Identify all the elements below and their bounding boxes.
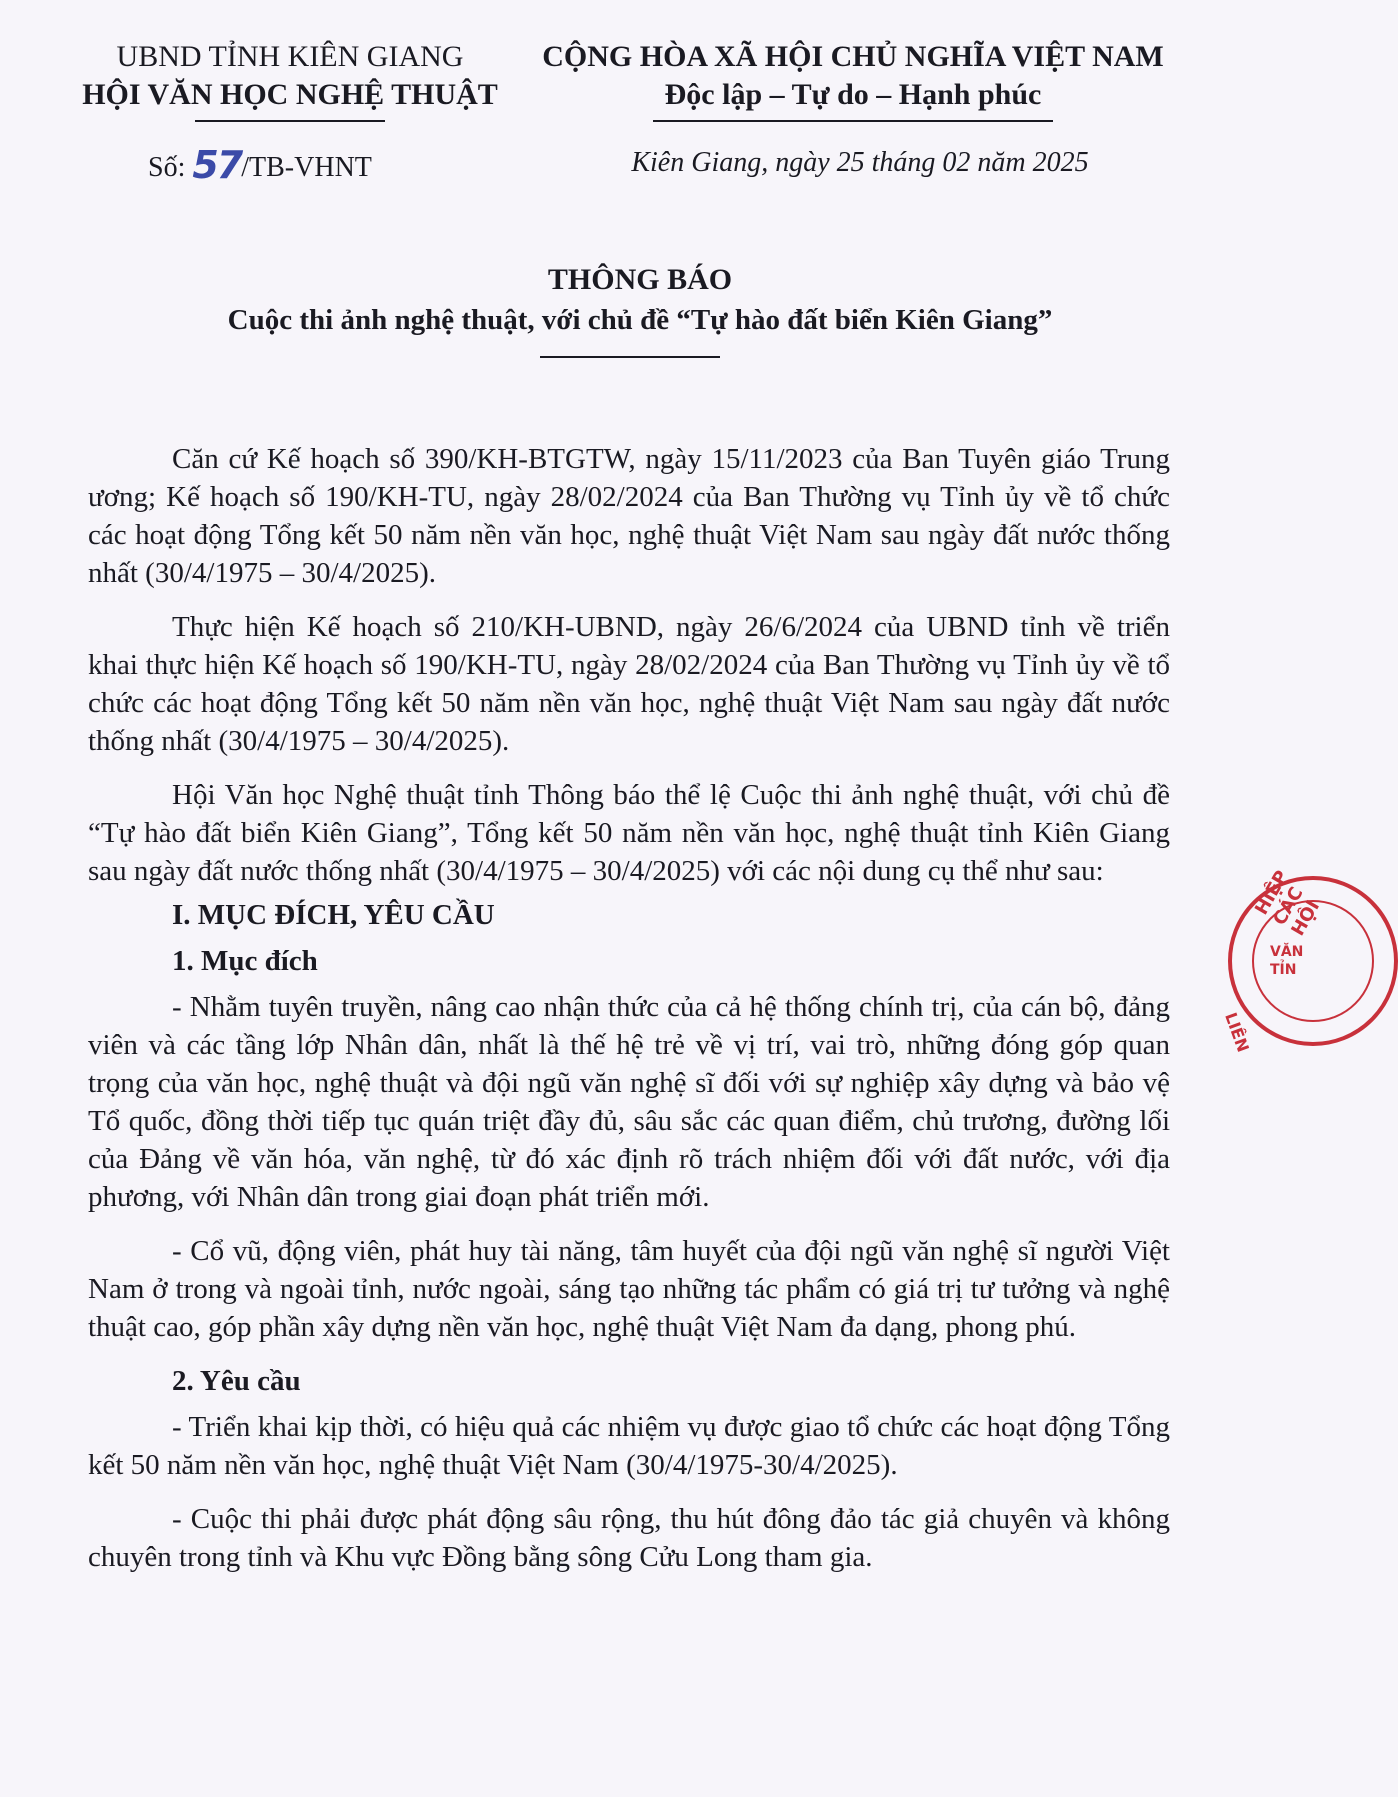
issuer-block (60, 38, 520, 122)
document-title: THÔNG BÁO (547, 263, 733, 296)
issuer-parent: UBND TỈNH KIÊN GIANG (116, 40, 464, 73)
seal-text-side: LIÊN (1221, 1010, 1253, 1055)
paragraph-purpose-1: - Nhằm tuyên truyền, nâng cao nhận thức của cả hệ thống chính trị, của cán bộ, đảng viên và các tầng lớp Nhân dân, nhất là thế hệ trẻ về vị trí, vai trò, những đóng góp quan trọng của văn học, nghệ thuật và đội ngũ văn nghệ sĩ đối với sự nghiệp xây dựng và bảo vệ Tổ quốc, đồng thời tiếp tục quán triệt đầy đủ, sâu sắc các quan điểm, chủ trương, đường lối của Đảng về văn hóa, văn nghệ, từ đó xác định rõ trách nhiệm đối với đất nước, với địa phương, với Nhân dân trong giai đoạn phát triển mới. (88, 991, 1170, 1213)
paragraph-basis-1: Căn cứ Kế hoạch số 390/KH-BTGTW, ngày 15/11/2023 của Ban Tuyên giáo Trung ương; Kế hoạch số 190/KH-TU, ngày 28/02/2024 của Ban Thường vụ Tỉnh ủy về tổ chức các hoạt động Tổng kết 50 năm nền văn học, nghệ thuật Việt Nam sau ngày đất nước thống nhất (30/4/1975 – 30/4/2025). (88, 443, 1170, 589)
document-number (148, 143, 372, 187)
document-subtitle: Cuộc thi ảnh nghệ thuật, với chủ đề “Tự hào đất biển Kiên Giang” (227, 304, 1053, 336)
seal-text-center-label: VĂN TỈN (1270, 944, 1304, 978)
issuer-underline (195, 120, 385, 122)
paragraph-basis-2: Thực hiện Kế hoạch số 210/KH-UBND, ngày 26/6/2024 của UBND tỉnh về triển khai thực hiện Kế hoạch số 190/KH-TU, ngày 28/02/2024 của Ban Thường vụ Tỉnh ủy về tổ chức các hoạt động Tổng kết 50 năm nền văn học, nghệ thuật Việt Nam sau ngày đất nước thống nhất (30/4/1975 – 30/4/2025). (88, 611, 1170, 757)
national-motto: Độc lập – Tự do – Hạnh phúc (664, 78, 1042, 111)
subsection-heading-requirements: 2. Yêu cầu (172, 1365, 301, 1397)
seal-text-center (1270, 943, 1303, 979)
document-date: Kiên Giang, ngày 25 tháng 02 năm 2025 (631, 147, 1089, 178)
paragraph-purpose-2: - Cổ vũ, động viên, phát huy tài năng, tâm huyết của đội ngũ văn nghệ sĩ người Việt Nam ở trong và ngoài tỉnh, nước ngoài, sáng tạo những tác phẩm có giá trị tư tưởng và nghệ thuật cao, góp phần xây dựng nền văn học, nghệ thuật Việt Nam đa dạng, phong phú. (88, 1235, 1170, 1343)
seal-text-top: HIỆP CÁC HỘI (1251, 867, 1325, 940)
doc-number-prefix: Số: (148, 152, 193, 183)
subsection-heading-purpose: 1. Mục đích (172, 945, 318, 977)
title-underline (540, 356, 720, 358)
paragraph-announcement: Hội Văn học Nghệ thuật tỉnh Thông báo thể lệ Cuộc thi ảnh nghệ thuật, với chủ đề “Tự hào đất biển Kiên Giang”, Tổng kết 50 năm nền văn học, nghệ thuật tỉnh Kiên Giang sau ngày đất nước thống nhất (30/4/1975 – 30/4/2025) với các nội dung cụ thể như sau: (88, 779, 1170, 887)
issuer-name: HỘI VĂN HỌC NGHỆ THUẬT (82, 78, 498, 111)
national-motto-block (528, 38, 1178, 122)
motto-underline (653, 120, 1053, 122)
doc-number-handwritten: 57 (192, 143, 242, 187)
doc-number-suffix: /TB-VHNT (241, 152, 372, 183)
paragraph-requirement-1: - Triển khai kịp thời, có hiệu quả các nhiệm vụ được giao tổ chức các hoạt động Tổng kết 50 năm nền văn học, nghệ thuật Việt Nam (30/4/1975-30/4/2025). (88, 1411, 1170, 1481)
section-heading-1: I. MỤC ĐÍCH, YÊU CẦU (172, 899, 495, 931)
national-title: CỘNG HÒA XÃ HỘI CHỦ NGHĨA VIỆT NAM (542, 40, 1164, 73)
document-body (88, 440, 1170, 1592)
paragraph-requirement-2: - Cuộc thi phải được phát động sâu rộng, thu hút đông đảo tác giả chuyên và không chuyên trong tỉnh và Khu vực Đồng bằng sông Cửu Long tham gia. (88, 1503, 1170, 1573)
